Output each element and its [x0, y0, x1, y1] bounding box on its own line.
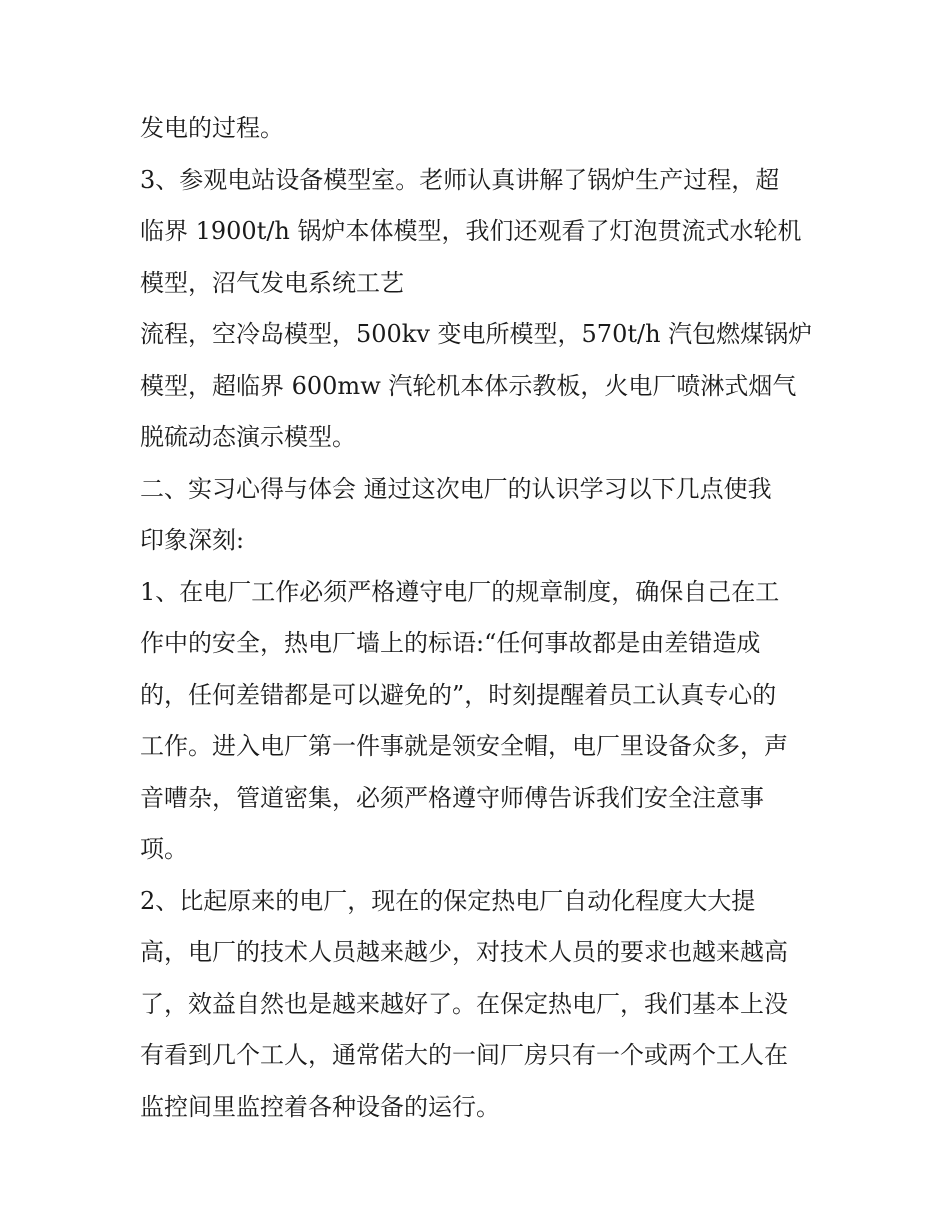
- text-line: 有看到几个工人，通常偌大的一间厂房只有一个或两个工人在: [140, 1041, 788, 1069]
- text-line: 印象深刻:: [140, 526, 245, 554]
- text-line: 临界 1900t/h 锅炉本体模型，我们还观看了灯泡贯流式水轮机: [140, 217, 802, 245]
- text-line: 高，电厂的技术人员越来越少，对技术人员的要求也越来越高: [140, 938, 788, 966]
- text-line: 2、比起原来的电厂，现在的保定热电厂自动化程度大大提: [140, 886, 756, 915]
- text-line: 3、参观电站设备模型室。老师认真讲解了锅炉生产过程，超: [140, 165, 780, 194]
- text-line: 模型，超临界 600mw 汽轮机本体示教板，火电厂喷淋式烟气: [140, 371, 797, 400]
- text-line: 项。: [140, 835, 188, 863]
- text-line: 流程，空冷岛模型，500kv 变电所模型，570t/h 汽包燃煤锅炉: [140, 320, 813, 348]
- text-line: 发电的过程。: [140, 114, 284, 142]
- text-line: 作中的安全，热电厂墙上的标语:“任何事故都是由差错造成: [140, 629, 761, 657]
- text-line: 1、在电厂工作必须严格遵守电厂的规章制度，确保自己在工: [140, 577, 780, 606]
- text-line: 模型，沼气发电系统工艺: [140, 268, 404, 297]
- text-line: 监控间里监控着各种设备的运行。: [140, 1092, 500, 1121]
- text-line: 音嘈杂，管道密集，必须严格遵守师傅告诉我们安全注意事: [140, 783, 764, 812]
- text-line: 脱硫动态演示模型。: [140, 423, 356, 451]
- text-line: 了，效益自然也是越来越好了。在保定热电厂，我们基本上没: [140, 989, 788, 1018]
- text-line: 二、实习心得与体会 通过这次电厂的认识学习以下几点使我: [140, 474, 772, 503]
- document-body: [140, 103, 820, 1133]
- text-line: 工作。进入电厂第一件事就是领安全帽，电厂里设备众多，声: [140, 732, 788, 760]
- text-line: 的，任何差错都是可以避免的”，时刻提醒着员工认真专心的: [140, 680, 777, 709]
